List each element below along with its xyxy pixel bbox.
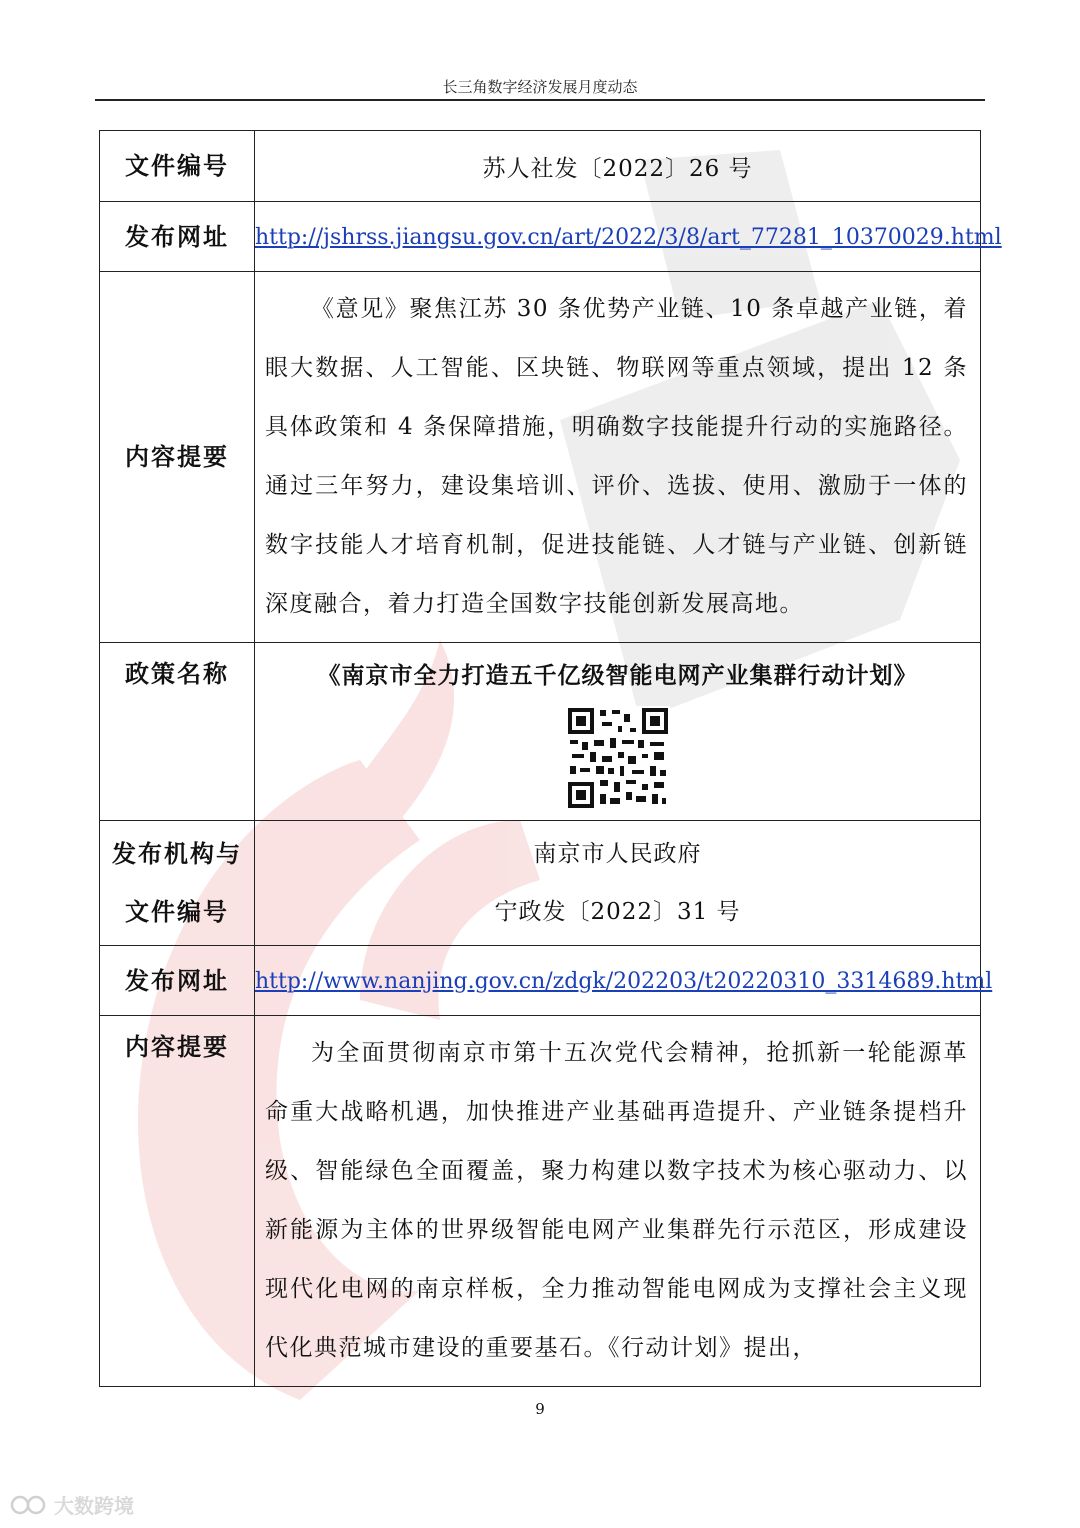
issuer-file-number: 宁政发〔2022〕31 号: [494, 899, 741, 925]
label-policy-name: 政策名称: [100, 643, 255, 821]
table-row: [100, 643, 981, 821]
label-summary: 内容提要: [100, 272, 255, 643]
file-number-value: 苏人社发〔2022〕26 号: [255, 131, 981, 202]
label-summary: 内容提要: [100, 1016, 255, 1387]
policy-table: [99, 130, 1002, 1387]
header-rule: [95, 99, 985, 101]
page-number: 9: [535, 1400, 545, 1418]
table-row: [100, 131, 981, 202]
label-file-number: 文件编号: [100, 131, 255, 202]
table-row: [100, 821, 981, 946]
qr-code-icon[interactable]: [566, 706, 670, 810]
table-row: [100, 272, 981, 643]
policy-url-link-2[interactable]: http://www.nanjing.gov.cn/zdgk/202203/t20220310_3314689.html: [255, 968, 993, 994]
summary-text-2: 为全面贯彻南京市第十五次党代会精神，抢抓新一轮能源革命重大战略机遇，加快推进产业基础再造提升、产业链条提档升级、智能绿色全面覆盖，聚力构建以数字技术为核心驱动力、以新能源为主体的世界级智能电网产业集群先行示范区，形成建设现代化电网的南京样板，全力推动智能电网成为支撑社会主义现代化典范城市建设的重要基石。《行动计划》提出，: [265, 1040, 968, 1361]
label-url: 发布网址: [100, 946, 255, 1016]
table-row: [100, 946, 981, 1016]
summary-text-1: 《意见》聚焦江苏 30 条优势产业链、10 条卓越产业链，着眼大数据、人工智能、区块链、物联网等重点领域，提出 12 条具体政策和 4 条保障措施，明确数字技能提升行动的实施路径。通过三年努力，建设集培训、评价、选拔、使用、激励于一体的数字技能人才培育机制，促进技能链、人才链与产业链、创新链深度融合，着力打造全国数字技能创新发展高地。: [265, 296, 968, 617]
page-header-title: 长三角数字经济发展月度动态: [442, 78, 638, 96]
label-issuer-line1: 发布机构与: [112, 840, 242, 868]
label-issuer-line2: 文件编号: [125, 898, 229, 926]
footer-brand: [10, 1490, 134, 1519]
policy-name-value: 《南京市全力打造五千亿级智能电网产业集群行动计划》: [317, 663, 918, 689]
table-row: [100, 1016, 981, 1387]
footer-brand-text: 大数跨境: [54, 1494, 134, 1518]
issuer-value: 南京市人民政府: [533, 841, 702, 867]
brand-logo-icon: [10, 1493, 50, 1517]
table-row: [100, 202, 981, 272]
label-url: 发布网址: [100, 202, 255, 272]
policy-url-link-1[interactable]: http://jshrss.jiangsu.gov.cn/art/2022/3/8/art_77281_10370029.html: [255, 224, 1002, 250]
